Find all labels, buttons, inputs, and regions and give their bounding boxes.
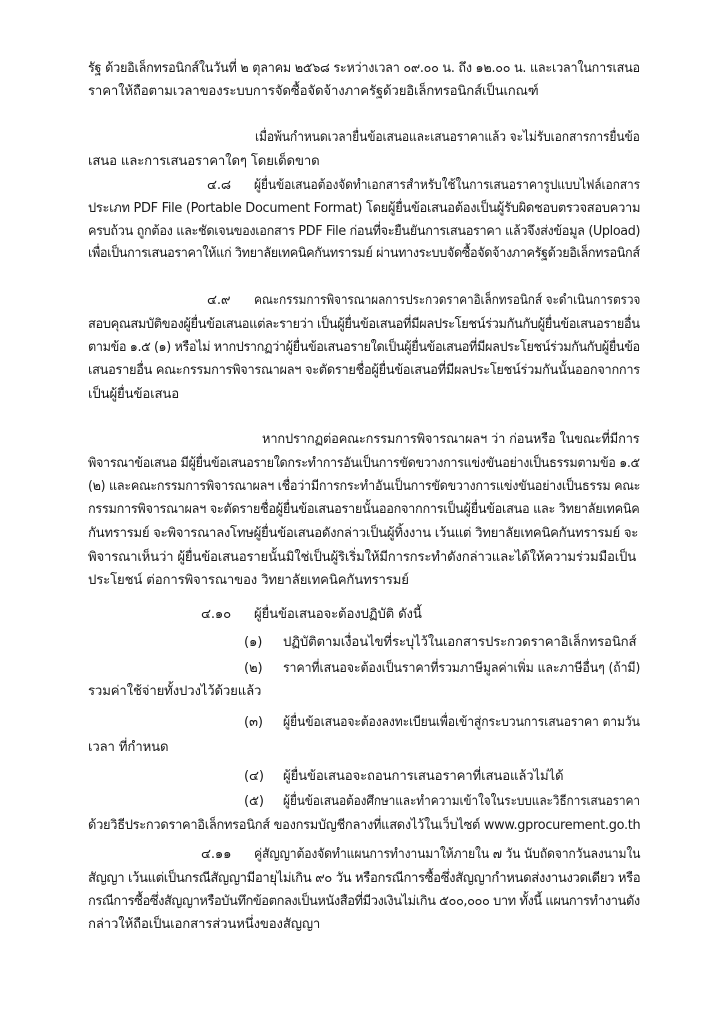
- paragraph-line: ปฏิบัติตามเงื่อนไขที่ระบุไว้ในเอกสารประกวดราคาอิเล็กทรอนิกส์: [283, 635, 637, 650]
- paragraph-line: กรรมการพิจารณาผลฯ จะตัดรายชื่อผู้ยื่นข้อเสนอรายนั้นออกจากการเป็นผู้ยื่นข้อเสนอ และ วิทยาลัยเทคนิค: [88, 502, 640, 517]
- paragraph-line: ประโยชน์ ต่อการพิจารณาของ วิทยาลัยเทคนิคกันทรารมย์: [88, 573, 409, 588]
- paragraph-line: พิจารณาข้อเสนอ มีผู้ยื่นข้อเสนอรายใดกระทำการอันเป็นการขัดขวางการแข่งขันอย่างเป็นธรรมตามข้อ ๑.๕: [88, 456, 640, 471]
- item-number: (๒): [244, 661, 263, 676]
- paragraph-line: รัฐ ด้วยอิเล็กทรอนิกส์ในวันที่ ๒ ตุลาคม ๒๕๖๘ ระหว่างเวลา ๐๙.๐๐ น. ถึง ๑๒.๐๐ น. และเวลาในการเสนอ: [88, 61, 640, 76]
- paragraph-line: ครบถ้วน ถูกต้อง และชัดเจนของเอกสาร PDF File ก่อนที่จะยืนยันการเสนอราคา แล้วจึงส่งข้อมูล (Upload): [88, 224, 641, 239]
- paragraph-line: กล่าวให้ถือเป็นเอกสารส่วนหนึ่งของสัญญา: [88, 917, 321, 932]
- paragraph-line: คู่สัญญาต้องจัดทำแผนการทำงานมาให้ภายใน ๗ วัน นับถัดจากวันลงนามใน: [254, 847, 641, 862]
- paragraph-line: ประเภท PDF File (Portable Document Format) โดยผู้ยื่นข้อเสนอต้องเป็นผู้รับผิดชอบตรวจสอบความ: [88, 201, 641, 216]
- paragraph-line: รวมค่าใช้จ่ายทั้งปวงไว้ด้วยแล้ว: [88, 684, 262, 699]
- paragraph-line: หากปรากฏต่อคณะกรรมการพิจารณาผลฯ ว่า ก่อนหรือ ในขณะที่มีการ: [262, 432, 640, 447]
- section-number: ๔.๙: [207, 293, 231, 308]
- paragraph-line: เวลา ที่กำหนด: [88, 740, 169, 755]
- item-number: (๓): [244, 715, 263, 730]
- paragraph-line: กันทรารมย์ จะพิจารณาลงโทษผู้ยื่นข้อเสนอดังกล่าวเป็นผู้ทิ้งงาน เว้นแต่ วิทยาลัยเทคนิคกันทรารมย์ จะ: [88, 526, 639, 541]
- paragraph-line: คณะกรรมการพิจารณาผลการประกวดราคาอิเล็กทรอนิกส์ จะดำเนินการตรวจ: [254, 293, 641, 308]
- paragraph-line: สอบคุณสมบัติของผู้ยื่นข้อเสนอแต่ละรายว่า เป็นผู้ยื่นข้อเสนอที่มีผลประโยชน์ร่วมกันกับผู้ยื่นข้อเสนอรายอื่น: [88, 317, 640, 332]
- paragraph-line: พิจารณาเห็นว่า ผู้ยื่นข้อเสนอรายนั้นมิใช่เป็นผู้ริเริ่มให้มีการกระทำดังกล่าวและได้ให้ความร่วมมือเป็น: [88, 550, 637, 565]
- paragraph-line: ตามข้อ ๑.๕ (๑) หรือไม่ หากปรากฏว่าผู้ยื่นข้อเสนอรายใดเป็นผู้ยื่นข้อเสนอที่มีผลประโยชน์ร่วมกันกับผู้ยื่นข้อ: [88, 340, 640, 355]
- paragraph-line: เป็นผู้ยื่นข้อเสนอ: [88, 387, 179, 402]
- section-number: ๔.๑๑: [201, 847, 232, 862]
- paragraph-line: สัญญา เว้นแต่เป็นกรณีสัญญามีอายุไม่เกิน ๙๐ วัน หรือกรณีการซื้อซึ่งสัญญากำหนดส่งงานงวดเดียว หรือ: [88, 871, 641, 886]
- paragraph-line: ผู้ยื่นข้อเสนอจะต้องปฏิบัติ ดังนี้: [254, 607, 422, 622]
- paragraph-line: ผู้ยื่นข้อเสนอจะต้องลงทะเบียนเพื่อเข้าสู่กระบวนการเสนอราคา ตามวัน: [283, 715, 640, 730]
- section-number: ๔.๘: [207, 178, 231, 193]
- item-number: (๕): [244, 794, 264, 809]
- paragraph-line: เมื่อพ้นกำหนดเวลายื่นข้อเสนอและเสนอราคาแล้ว จะไม่รับเอกสารการยื่นข้อ: [255, 130, 640, 145]
- paragraph-line: เพื่อเป็นการเสนอราคาให้แก่ วิทยาลัยเทคนิคกันทรารมย์ ผ่านทางระบบจัดซื้อจัดจ้างภาครัฐด้วยอิเล็กทรอนิกส์: [88, 246, 640, 261]
- paragraph-line: ผู้ยื่นข้อเสนอต้องศึกษาและทำความเข้าใจในระบบและวิธีการเสนอราคา: [283, 794, 640, 809]
- section-number: ๔.๑๐: [201, 607, 231, 622]
- paragraph-line: เสนอรายอื่น คณะกรรมการพิจารณาผลฯ จะตัดรายชื่อผู้ยื่นข้อเสนอที่มีผลประโยชน์ร่วมกันนั้นออกจากการ: [88, 363, 640, 378]
- paragraph-line: ผู้ยื่นข้อเสนอจะถอนการเสนอราคาที่เสนอแล้วไม่ได้: [283, 769, 564, 784]
- paragraph-line: เสนอ และการเสนอราคาใดๆ โดยเด็ดขาด: [88, 154, 320, 169]
- item-number: (๑): [244, 635, 263, 650]
- paragraph-line: (๒) และคณะกรรมการพิจารณาผลฯ เชื่อว่ามีการกระทำอันเป็นการขัดขวางการแข่งขันอย่างเป็นธรรม คณะ: [88, 479, 641, 494]
- paragraph-line: ราคาที่เสนอจะต้องเป็นราคาที่รวมภาษีมูลค่าเพิ่ม และภาษีอื่นๆ (ถ้ามี): [283, 661, 641, 676]
- paragraph-line: ด้วยวิธีประกวดราคาอิเล็กทรอนิกส์ ของกรมบัญชีกลางที่แสดงไว้ในเว็บไซต์ www.gprocurement.go.th: [88, 818, 641, 833]
- item-number: (๔): [244, 769, 264, 784]
- paragraph-line: ราคาให้ถือตามเวลาของระบบการจัดซื้อจัดจ้างภาครัฐด้วยอิเล็กทรอนิกส์เป็นเกณฑ์: [88, 84, 539, 99]
- paragraph-line: กรณีการซื้อซึ่งสัญญาหรือบันทึกข้อตกลงเป็นหนังสือที่มีวงเงินไม่เกิน ๕๐๐,๐๐๐ บาท ทั้งนี้ แผนการทำงานดัง: [88, 894, 640, 909]
- paragraph-line: ผู้ยื่นข้อเสนอต้องจัดทำเอกสารสำหรับใช้ในการเสนอราคารูปแบบไฟล์เอกสาร: [254, 178, 641, 193]
